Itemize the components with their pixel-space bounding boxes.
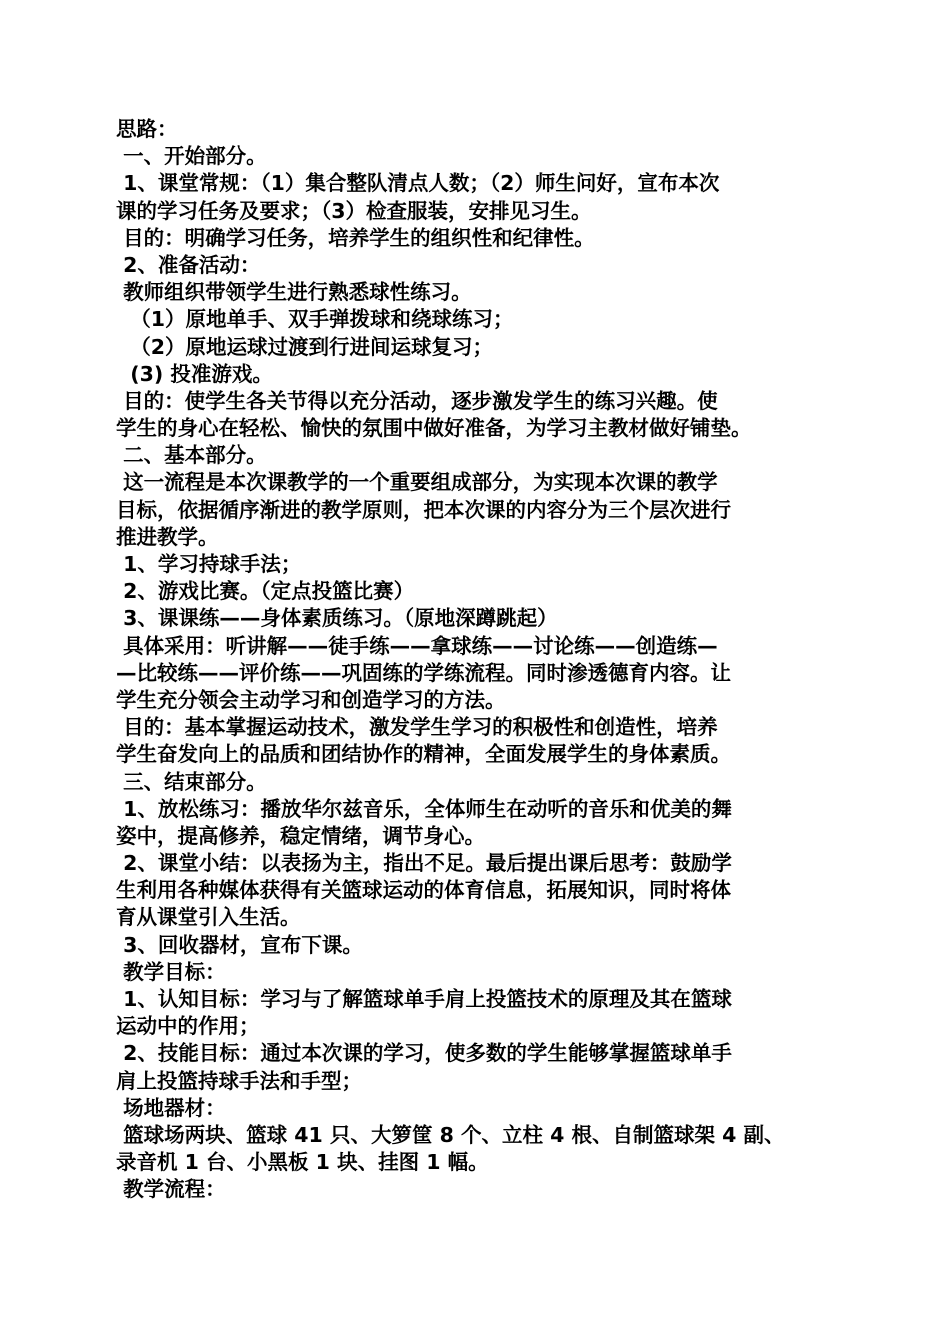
text-line: 思路： <box>116 117 178 141</box>
text-line: —比较练——评价练——巩固练的学练流程。同时渗透德育内容。让 <box>116 660 731 685</box>
text-line: 课的学习任务及要求；（3）检查服装，安排见习生。 <box>116 198 592 223</box>
text-line: 这一流程是本次课教学的一个重要组成部分，为实现本次课的教学 <box>116 470 718 495</box>
text-line: 场地器材： <box>116 1095 226 1120</box>
text-line: 教学流程： <box>116 1177 226 1202</box>
text-line: 教师组织带领学生进行熟悉球性练习。 <box>116 280 472 305</box>
text-line: 2、技能目标：通过本次课的学习，使多数的学生能够掌握篮球单手 <box>116 1041 732 1066</box>
text-line: 学生奋发向上的品质和团结协作的精神，全面发展学生的身体素质。 <box>116 742 731 767</box>
text-line: 一、开始部分。 <box>116 144 267 169</box>
text-line: 2、课堂小结：以表扬为主，指出不足。最后提出课后思考：鼓励学 <box>116 851 732 876</box>
text-line: 1、学习持球手法； <box>116 552 302 576</box>
text-line: 肩上投篮持球手法和手型； <box>116 1068 362 1093</box>
text-line: 1、放松练习：播放华尔兹音乐，全体师生在动听的音乐和优美的舞 <box>116 796 732 821</box>
text-line: 1、课堂常规：（1）集合整队清点人数；（2）师生问好，宣布本次 <box>116 171 720 196</box>
text-line: 生利用各种媒体获得有关篮球运动的体育信息，拓展知识，同时将体 <box>116 878 731 903</box>
text-line: 录音机 1 台、小黑板 1 块、挂图 1 幅。 <box>116 1150 489 1175</box>
text-line: （1）原地单手、双手弹拨球和绕球练习； <box>116 307 514 332</box>
text-line: 育从课堂引入生活。 <box>116 905 301 930</box>
text-line: 目的：使学生各关节得以充分活动，逐步激发学生的练习兴趣。使 <box>116 388 718 413</box>
text-line: 3、课课练——身体素质练习。（原地深蹲跳起） <box>116 606 558 631</box>
text-line: 具体采用：听讲解——徒手练——拿球练——讨论练——创造练— <box>116 633 718 658</box>
document-body <box>116 116 838 1204</box>
text-line: （2）原地运球过渡到行进间运球复习； <box>116 334 494 359</box>
text-line: 1、认知目标：学习与了解篮球单手肩上投篮技术的原理及其在篮球 <box>116 987 732 1011</box>
text-line: 目的：明确学习任务，培养学生的组织性和纪律性。 <box>116 225 595 250</box>
text-line: 推进教学。 <box>116 524 219 549</box>
text-line: 3、回收器材，宣布下课。 <box>116 932 363 957</box>
text-line: (3) 投准游戏。 <box>116 361 273 386</box>
text-line: 三、结束部分。 <box>116 769 267 794</box>
text-line: 运动中的作用； <box>116 1014 260 1039</box>
text-line: 目标，依据循序渐进的教学原则，把本次课的内容分为三个层次进行 <box>116 497 731 522</box>
text-line: 2、游戏比赛。（定点投篮比赛） <box>116 579 415 604</box>
text-line: 二、基本部分。 <box>116 443 267 468</box>
text-line: 篮球场两块、篮球 41 只、大箩筐 8 个、立柱 4 根、自制篮球架 4 副、 <box>116 1122 785 1147</box>
text-line: 教学目标： <box>116 959 226 984</box>
text-line: 学生充分领会主动学习和创造学习的方法。 <box>116 687 506 712</box>
text-line: 2、准备活动： <box>116 252 261 277</box>
text-line: 目的：基本掌握运动技术，激发学生学习的积极性和创造性，培养 <box>116 715 718 740</box>
text-line: 姿中，提高修养，稳定情绪，调节身心。 <box>116 823 485 848</box>
text-line: 学生的身心在轻松、愉快的氛围中做好准备，为学习主教材做好铺垫。 <box>116 416 752 441</box>
